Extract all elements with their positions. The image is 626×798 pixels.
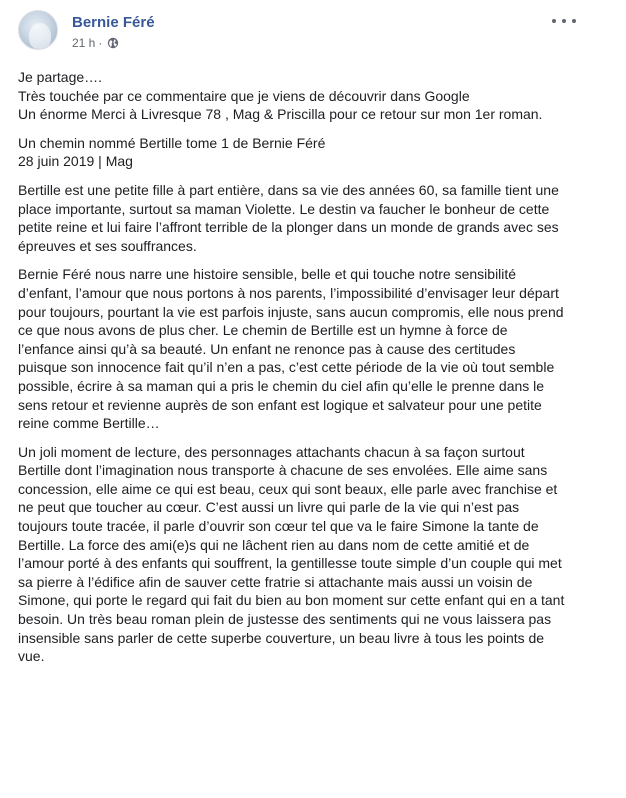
post-body xyxy=(18,68,566,676)
post-header xyxy=(0,10,626,62)
review-paragraph: Bertille est une petite fille à part entière, dans sa vie des années 60, sa famille tient une place importante, surtout sa maman Violette. Le destin va faucher le bonheur de cette petite reine et lui faire l’affront terrible de la plonger dans un monde de grands avec ses épreuves et ses souffrances. xyxy=(18,181,559,254)
post-timestamp-link[interactable]: 21 h xyxy=(72,36,96,50)
meta-separator: · xyxy=(98,36,103,50)
review-date-author: 28 juin 2019 | Mag xyxy=(18,153,133,170)
review-reference xyxy=(18,134,566,171)
intro-line: Très touchée par ce commentaire que je viens de découvrir dans Google xyxy=(18,87,470,104)
globe-icon[interactable] xyxy=(107,37,119,49)
intro-line: Je partage…. xyxy=(18,69,103,85)
author-name-link[interactable]: Bernie Féré xyxy=(72,14,155,31)
more-dot xyxy=(552,19,556,23)
review-title: Un chemin nommé Bertille tome 1 de Bernie Féré xyxy=(18,134,326,151)
intro-line: Un énorme Merci à Livresque 78 , Mag & Priscilla pour ce retour sur mon 1er roman. xyxy=(18,106,543,123)
more-dot xyxy=(572,19,576,23)
avatar[interactable] xyxy=(18,10,58,50)
review-paragraph: Un joli moment de lecture, des personnages attachants chacun à sa façon surtout Bertille dont l’imagination nous transporte à chacune de ses envolées. Elle aime sans concession, elle aime ce qui est beau, ceux qui sont beaux, elle parle avec franchise et ne peut que toucher au cœur. C’est aussi un livre qui parle de la vie qui n’est pas toujours toute tracée, il parle d’ouvrir son cœur tel que va le faire Simone la tante de Bertille. La force des ami(e)s qui ne lâchent rien au dans nom de cette amitié et de l’amour porté à des enfants qui souffrent, la gentillesse toute simple d’un couple qui met sa pierre à l’édifice afin de sauver cette fratrie si attachante mais aussi un voisin de Simone, qui porte le regard qui fait du bien au bon moment sur cette enfant qui en a tant besoin. Un très beau roman plein de justesse des sentiments qui ne vous laissera pas insensible sans parler de cette superbe couverture, un beau livre à tous les points de vue. xyxy=(18,443,565,665)
review-paragraph: Bernie Féré nous narre une histoire sensible, belle et qui touche notre sensibilité d’enfant, l’amour que nous portons à nos parents, l’impossibilité d’envisager leur départ pour toujours, pourtant la vie est parfois injuste, sans aucun compromis, elle nous prend ce que nous avons de plus cher. Le chemin de Bertille est un hymne à force de l’enfance ainsi qu’à sa beauté. Un enfant ne renonce pas à cause des certitudes puisque son innocence fait qu’il n’en a pas, c’est cette période de la vie où tout semble possible, écrire à sa maman qui a pris le chemin du ciel afin qu’elle le prenne dans le sens retour et revienne auprès de son enfant est logique et salvateur pour une petite reine comme Bertille… xyxy=(18,266,564,432)
more-dot xyxy=(562,19,566,23)
intro-paragraph xyxy=(18,68,566,124)
avatar-silhouette xyxy=(29,23,51,49)
more-options-icon[interactable] xyxy=(552,14,576,28)
post-meta xyxy=(72,36,119,50)
